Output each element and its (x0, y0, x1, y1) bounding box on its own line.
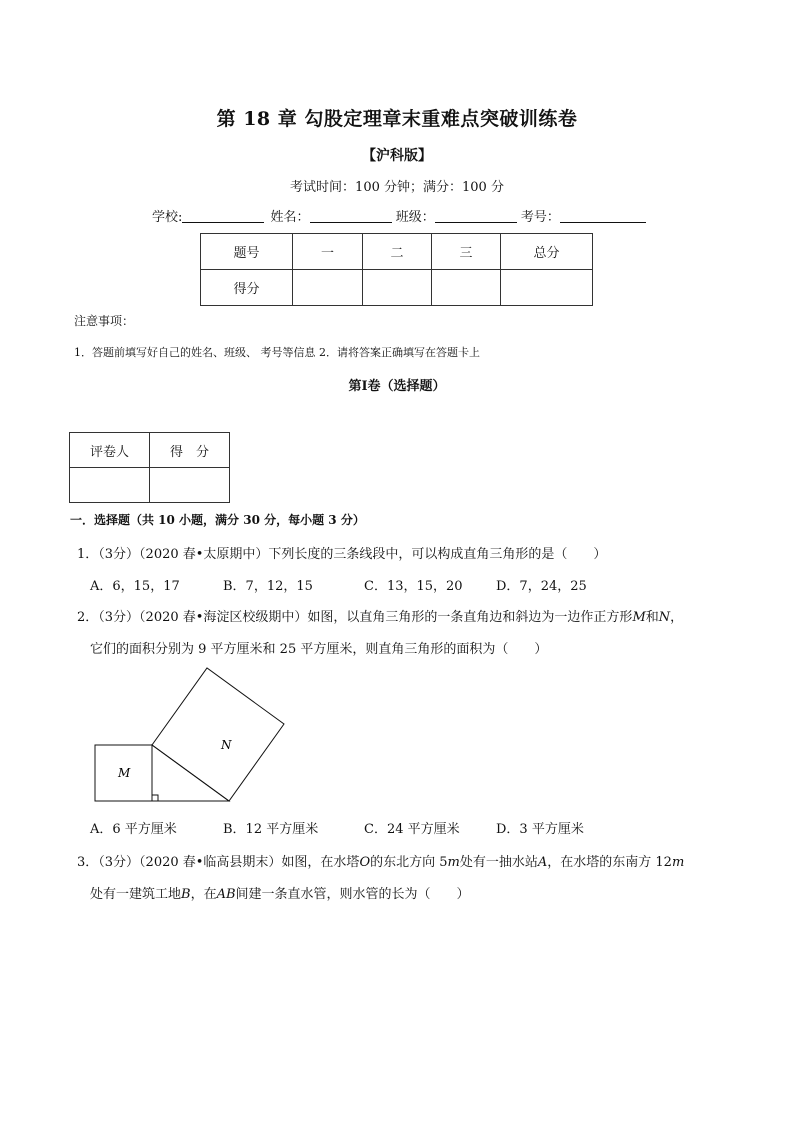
q2-option-d: D．3 平方厘米 (496, 822, 584, 837)
edition-label: 【沪科版】 (362, 148, 432, 164)
q1-option-a: A．6，15，17 (90, 579, 180, 594)
q3-var-ab: AB (216, 887, 236, 902)
q3-text-a: 3．（3分）（2020 春•临高县期末）如图，在水塔 (77, 855, 360, 870)
question-1-options (90, 575, 690, 593)
question-2-line-1 (77, 606, 683, 625)
q2-var-m: M (632, 610, 646, 625)
q1-option-d: D．7，24，25 (496, 579, 587, 594)
score-header-cell: 题号 (201, 234, 293, 270)
exam-no-blank (560, 208, 646, 223)
school-label: 学校: (152, 210, 183, 225)
q3-text-b: 的东北方向 5 (370, 855, 448, 870)
score-table-header-row (201, 234, 593, 270)
score-cell (501, 270, 593, 306)
grader-cell (150, 468, 230, 503)
grader-cell (70, 468, 150, 503)
question-2-options (90, 818, 690, 836)
q3-var-o: O (359, 855, 371, 870)
q3-text-e: 处有一建筑工地 (90, 887, 182, 902)
q2-option-c: C．24 平方厘米 (364, 822, 460, 837)
question-1-text: 1．（3分）（2020 春•太原期中）下列长度的三条线段中，可以构成直角三角形的是（ ） (77, 547, 607, 562)
score-header-cell: 二 (363, 234, 432, 270)
score-header-cell: 一 (293, 234, 363, 270)
school-blank (182, 208, 264, 223)
score-cell (432, 270, 501, 306)
page-title: 第 18 章 勾股定理章末重难点突破训练卷 (216, 108, 578, 130)
exam-no-label: 考号： (520, 210, 560, 225)
question-2-figure (85, 662, 295, 807)
class-blank (435, 208, 517, 223)
square-n (152, 668, 284, 801)
score-header-cell: 三 (432, 234, 501, 270)
notes-line: 1．答题前填写好自己的姓名、班级、 考号等信息 2．请将答案正确填写在答题卡上 (74, 346, 480, 359)
q3-text-f: ，在 (190, 887, 217, 902)
score-cell (363, 270, 432, 306)
grader-label: 评卷人 (70, 433, 150, 468)
volume-title: 第Ⅰ卷（选择题） (348, 379, 446, 394)
q2-text-and: 和 (645, 610, 659, 625)
q3-text-c: 处有一抽水站 (459, 855, 538, 870)
section-title: 一．选择题（共 10 小题，满分 30 分，每小题 3 分） (70, 513, 365, 527)
class-label: 班级： (395, 210, 435, 225)
q3-text-d: ，在水塔的东南方 12 (547, 855, 672, 870)
score-cell (293, 270, 363, 306)
q1-option-b: B．7，12，15 (223, 579, 313, 594)
q3-unit-m: m (671, 855, 685, 870)
q2-option-b: B．12 平方厘米 (223, 822, 319, 837)
name-blank (310, 208, 392, 223)
grader-table (69, 432, 230, 503)
q1-option-c: C．13，15，20 (364, 579, 463, 594)
label-m: M (118, 766, 131, 780)
q2-text-post: ， (670, 610, 684, 625)
question-3-line-1 (77, 851, 684, 870)
q2-option-a: A．6 平方厘米 (90, 822, 177, 837)
grader-table-header-row (70, 433, 230, 468)
q3-var-b: B (181, 887, 191, 902)
grader-table-blank-row (70, 468, 230, 503)
student-info-row (152, 206, 646, 225)
name-label: 姓名： (270, 210, 310, 225)
score-table (200, 233, 593, 306)
q2-var-n: N (658, 610, 671, 625)
q2-text-a: 2．（3分）（2020 春•海淀区校级期中）如图，以直角三角形的一条直角边和斜边为一边作正方形 (77, 610, 633, 625)
score-table-score-row (201, 270, 593, 306)
notes-heading: 注意事项： (74, 314, 135, 328)
question-2-line-2: 它们的面积分别为 9 平方厘米和 25 平方厘米，则直角三角形的面积为（ ） (90, 642, 548, 657)
label-n: N (221, 738, 232, 752)
q3-unit-m: m (447, 855, 460, 870)
score-row-label: 得分 (201, 270, 293, 306)
exam-time-info: 考试时间：100 分钟；满分：100 分 (290, 180, 504, 195)
q3-var-a: A (537, 855, 548, 870)
q3-text-g: 间建一条直水管，则水管的长为（ ） (235, 887, 470, 902)
right-angle-mark (152, 795, 158, 801)
grader-score-label: 得 分 (150, 433, 230, 468)
score-header-cell: 总分 (501, 234, 593, 270)
question-3-line-2 (90, 883, 470, 902)
